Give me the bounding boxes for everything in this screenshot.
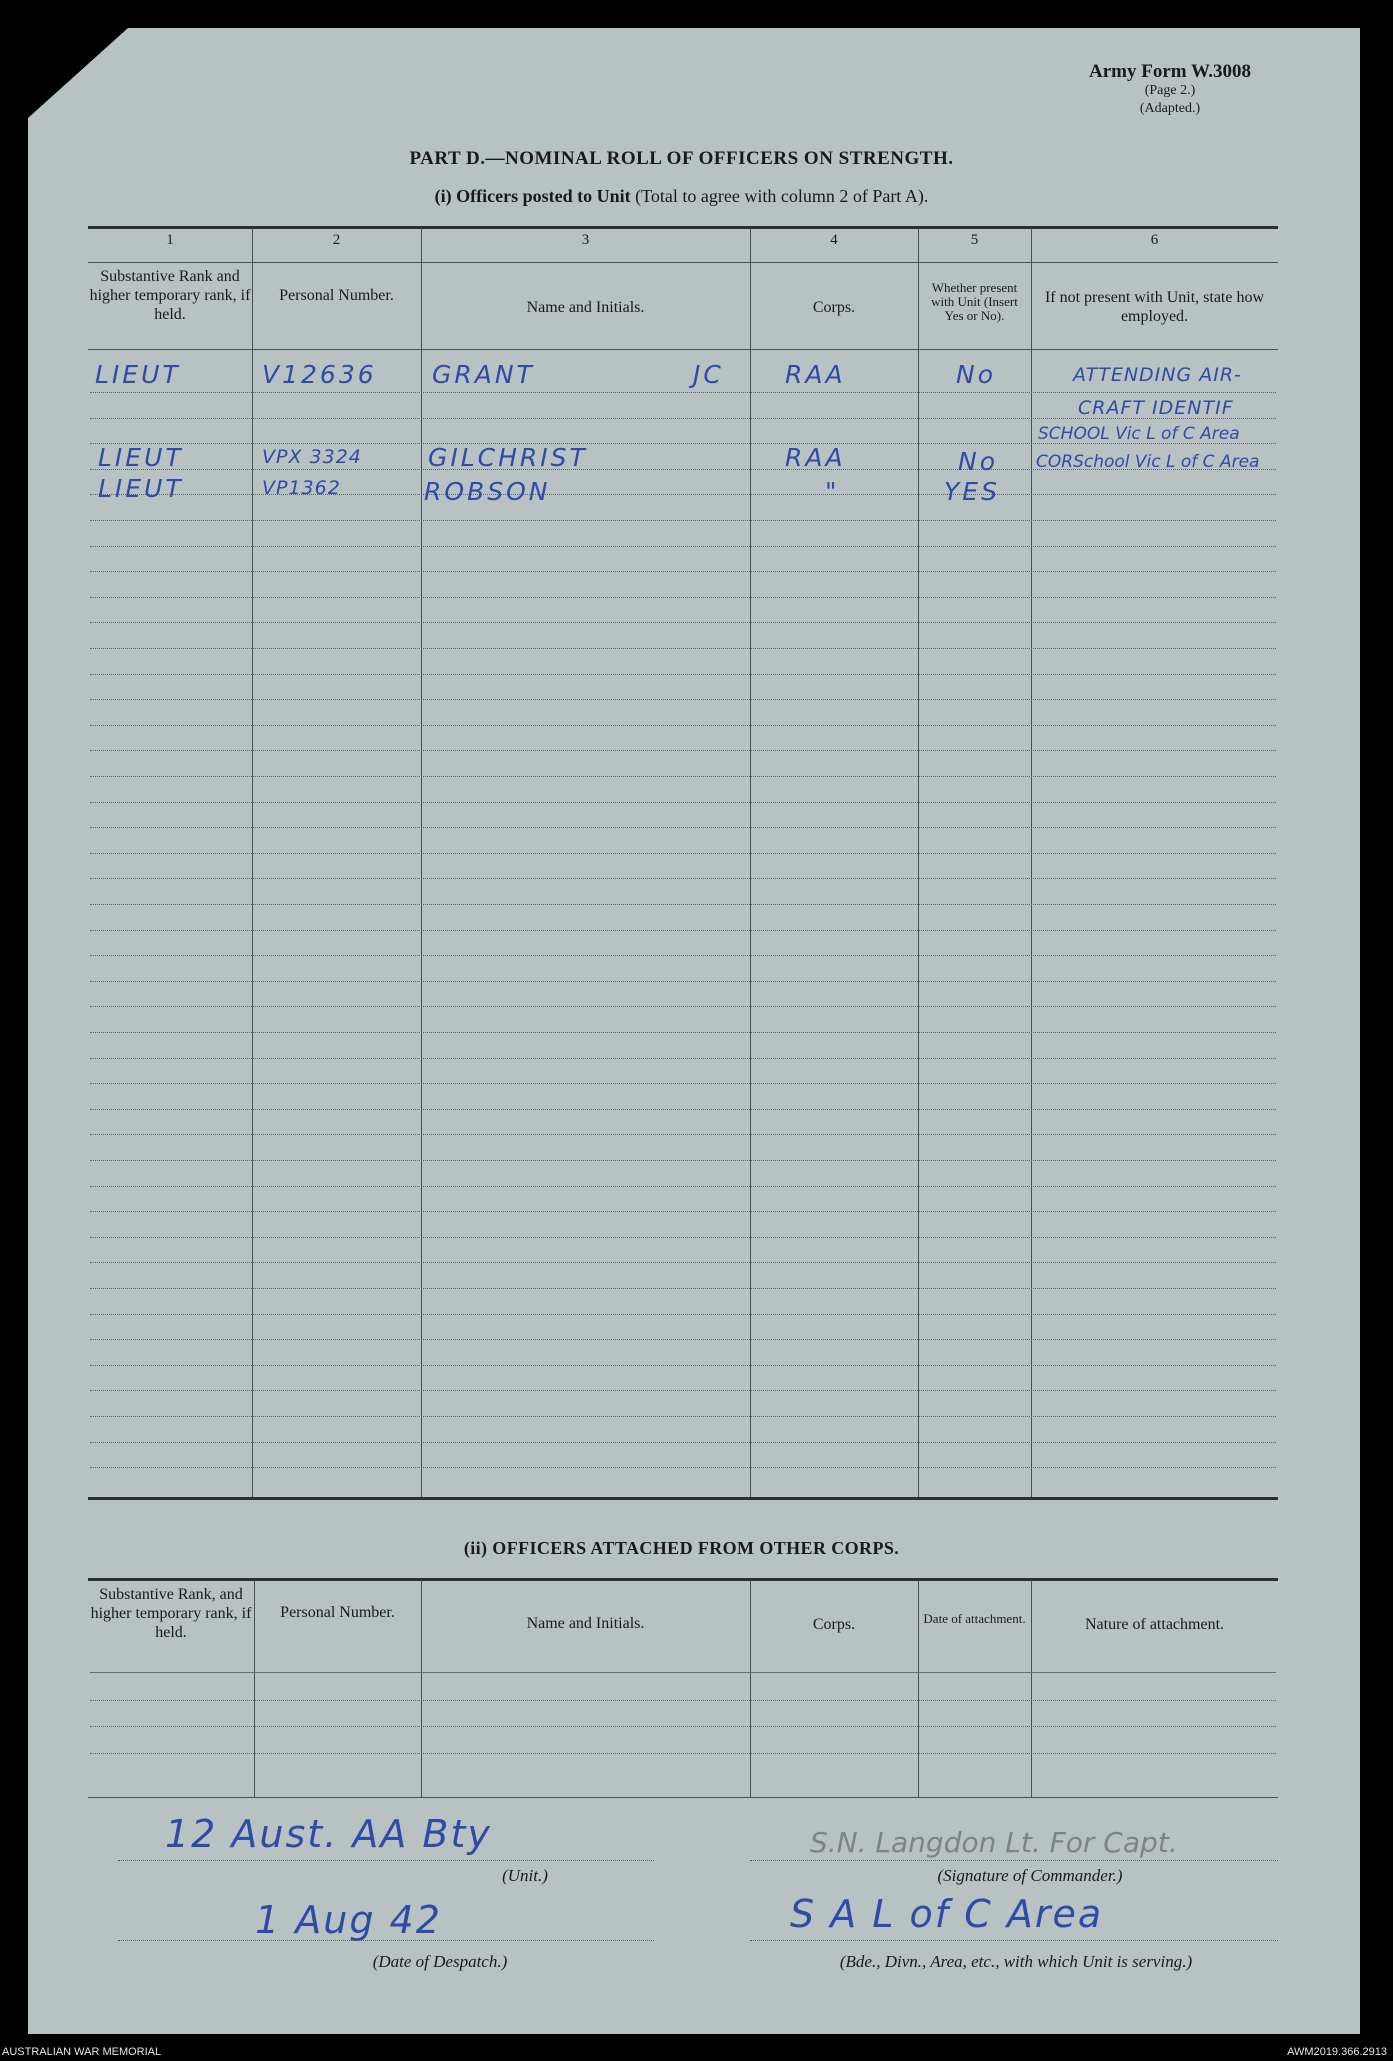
column-divider [750,1580,751,1797]
row4-employed: CORSchool Vic L of C Area [1036,452,1260,472]
header-bottom-rule [88,349,1278,350]
table-top-rule [88,1578,1278,1581]
part-d-subtitle-rest: (Total to agree with column 2 of Part A). [635,186,929,206]
row-rule [90,1314,1276,1315]
attached-header-date: Date of attachment. [923,1611,1026,1626]
row-rule [90,1237,1276,1238]
unit-value: 12 Aust. AA Bty [165,1812,492,1856]
row-rule [90,750,1276,751]
date-line [118,1940,654,1941]
archive-reference: AWM2019.366.2913 [1287,2046,1387,2058]
form-note: (Adapted.) [1139,101,1201,116]
attached-header-rule [90,1672,1276,1673]
unit-label: (Unit.) [502,1866,548,1885]
area-label: (Bde., Divn., Area, etc., with which Unit is serving.) [839,1952,1193,1971]
row-rule [90,1365,1276,1366]
row-rule [90,776,1276,777]
column-header-personal-number: Personal Number. [279,287,394,304]
date-label: (Date of Despatch.) [372,1952,508,1971]
row-rule [90,930,1276,931]
row5-name: ROBSON [424,477,551,506]
column-number: 5 [970,232,979,248]
area-value: S A L of C Area [790,1892,1104,1936]
row1-corps: RAA [785,360,846,389]
table-top-rule [88,226,1278,229]
row-rule [90,1006,1276,1007]
row-rule [90,1083,1276,1084]
column-number: 6 [1150,232,1159,248]
row5-corps: " [825,477,840,506]
form-page-number: (Page 2.) [1144,83,1196,98]
attached-row-rule [90,1700,1276,1701]
row-rule [90,802,1276,803]
row1-name: GRANT [432,360,535,389]
attached-row-rule [90,1726,1276,1727]
row1-rank: LIEUT [95,360,181,389]
row-rule [90,1109,1276,1110]
row-rule [90,1262,1276,1263]
row-rule [90,981,1276,982]
row-rule [90,1339,1276,1340]
column-header-present: Whether present with Unit (Insert Yes or No). [931,280,1018,323]
row-rule [90,1186,1276,1187]
column-header-employment: If not present with Unit, state how employed. [1044,289,1265,325]
row-rule [90,571,1276,572]
row-rule [90,1288,1276,1289]
column-divider [1031,1580,1032,1797]
commander-signature: S.N. Langdon Lt. For Capt. [810,1826,1178,1859]
attached-row-rule [90,1753,1276,1754]
row-rule [90,622,1276,623]
column-divider [421,1580,422,1797]
column-divider [918,1580,919,1797]
row5-rank: LIEUT [98,474,184,503]
form-page [28,28,1360,2034]
row2-employed: CRAFT IDENTIF [1078,397,1234,419]
form-number: Army Form W.3008 [1088,61,1251,82]
row3-employed: SCHOOL Vic L of C Area [1038,424,1240,444]
header-number-rule [88,262,1278,263]
row-rule [90,1211,1276,1212]
torn-corner [28,28,128,118]
row4-number: VPX 3324 [262,446,362,468]
archive-credit: AUSTRALIAN WAR MEMORIAL [2,2046,162,2058]
part-ii-title: (ii) OFFICERS ATTACHED FROM OTHER CORPS. [463,1538,900,1558]
row-rule [90,1032,1276,1033]
row4-name: GILCHRIST [428,443,588,472]
row-rule [90,597,1276,598]
row4-rank: LIEUT [98,443,184,472]
row-rule [90,520,1276,521]
signature-label: (Signature of Commander.) [937,1866,1123,1885]
row-rule [90,725,1276,726]
row-rule [90,648,1276,649]
row1-number: V12636 [262,360,377,389]
attached-header-name: Name and Initials. [526,1615,645,1632]
row5-present: YES [944,477,1000,506]
form-reference [1040,62,1300,118]
row1-present: No [956,360,996,389]
row-rule [90,1467,1276,1468]
row-rule [90,955,1276,956]
row-rule [90,904,1276,905]
area-line [750,1940,1278,1941]
column-header-name: Name and Initials. [526,299,645,316]
attached-header-rank: Substantive Rank, and higher temporary rank, if held. [90,1586,252,1641]
column-number: 3 [581,232,590,248]
table-bottom-rule [88,1797,1278,1798]
attached-header-nature: Nature of attachment. [1084,1616,1225,1633]
row5-number: VP1362 [262,477,341,499]
column-number: 4 [830,232,838,248]
despatch-date-value: 1 Aug 42 [255,1898,442,1942]
unit-line [118,1860,654,1861]
part-d-title: PART D.—NOMINAL ROLL OF OFFICERS ON STRENGTH. [409,148,954,169]
column-divider [254,1580,255,1797]
row-rule [90,1416,1276,1417]
column-header-corps: Corps. [812,299,856,316]
row-rule [90,546,1276,547]
part-d-subtitle-bold: (i) Officers posted to Unit [434,186,631,206]
attached-header-personal-number: Personal Number. [280,1604,395,1621]
column-number: 1 [166,232,174,248]
column-header-rank: Substantive Rank and higher temporary rank, if held. [89,268,251,323]
row-rule [90,699,1276,700]
row-rule [90,878,1276,879]
row-rule [90,853,1276,854]
signature-line [750,1860,1278,1861]
attached-header-corps: Corps. [812,1616,856,1633]
row1-employed: ATTENDING AIR- [1073,364,1242,386]
row4-corps: RAA [785,443,846,472]
row1-initials: JC [693,360,724,389]
row-rule [90,1442,1276,1443]
row-rule [90,1134,1276,1135]
row-rule [90,1390,1276,1391]
column-number: 2 [332,232,341,248]
row-rule [90,392,1276,393]
table-bottom-rule [88,1497,1278,1500]
row-rule [90,1058,1276,1059]
part-d-subtitle [90,186,1273,207]
row-rule [90,1160,1276,1161]
row-rule [90,674,1276,675]
row-rule [90,827,1276,828]
row4-present: No [958,447,998,476]
